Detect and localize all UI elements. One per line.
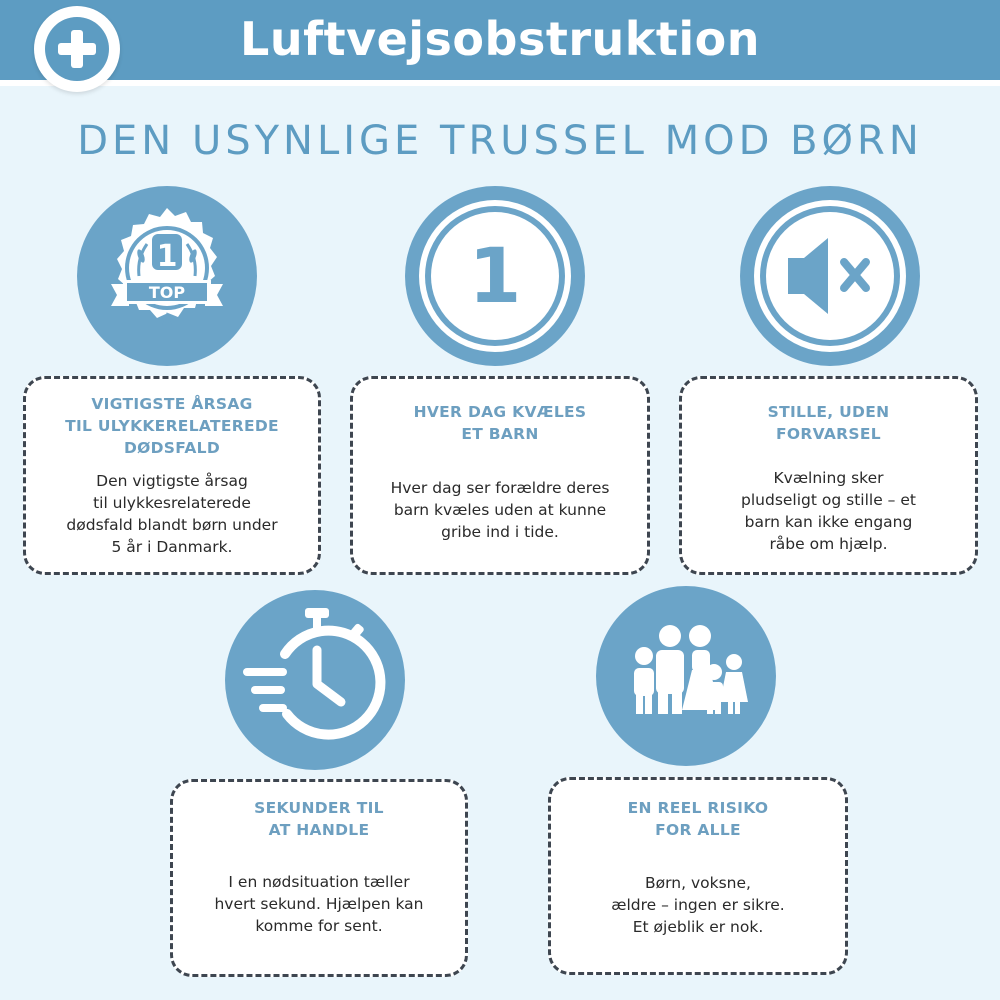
card-body: Kvælning sker pludseligt og stille – et barn kan ikke engang råbe om hjælp. [741,469,916,553]
info-card-silent [679,376,978,575]
card-title: EN REEL RISIKO FOR ALLE [627,799,769,839]
number-one-icon [405,186,585,366]
family-circle [596,586,776,766]
info-card-seconds [170,779,468,977]
mute-speaker-icon [740,186,920,366]
top-badge-icon [77,186,257,366]
info-card-leading-cause [23,376,321,575]
card-body: I en nødsituation tæller hvert sekund. Hjælpen kan komme for sent. [214,873,424,935]
card-title: SEKUNDER TIL AT HANDLE [254,799,384,839]
badge-number: 1 [156,239,178,274]
page-subtitle: DEN USYNLIGE TRUSSEL MOD BØRN [77,118,923,164]
badge-text: TOP [148,283,186,302]
card-title: STILLE, UDEN FORVARSEL [767,403,890,443]
stopwatch-icon [225,590,405,770]
info-card-daily-choking [350,376,650,575]
top-badge-circle [77,186,257,366]
header-divider [0,80,1000,86]
info-card-real-risk [548,777,848,975]
card-body: Hver dag ser forældre deres barn kvæles uden at kunne gribe ind i tide. [390,479,610,541]
card-body: Børn, voksne, ældre – ingen er sikre. Et øjeblik er nok. [611,874,785,936]
page-title: Luftvejsobstruktion [240,12,760,66]
number-one-circle [405,186,585,366]
card-title: HVER DAG KVÆLES ET BARN [413,403,587,443]
stopwatch-circle [225,590,405,770]
family-icon [596,586,776,766]
mute-speaker-circle [740,186,920,366]
card-body: Den vigtigste årsag til ulykkesrelaterede dødsfald blandt børn under 5 år i Danmark. [66,472,278,556]
medical-cross-icon [34,6,120,92]
card-title: VIGTIGSTE ÅRSAG TIL ULYKKERELATEREDE DØDSFALD [65,395,279,457]
logo-badge [34,6,120,92]
number-one: 1 [468,231,522,320]
